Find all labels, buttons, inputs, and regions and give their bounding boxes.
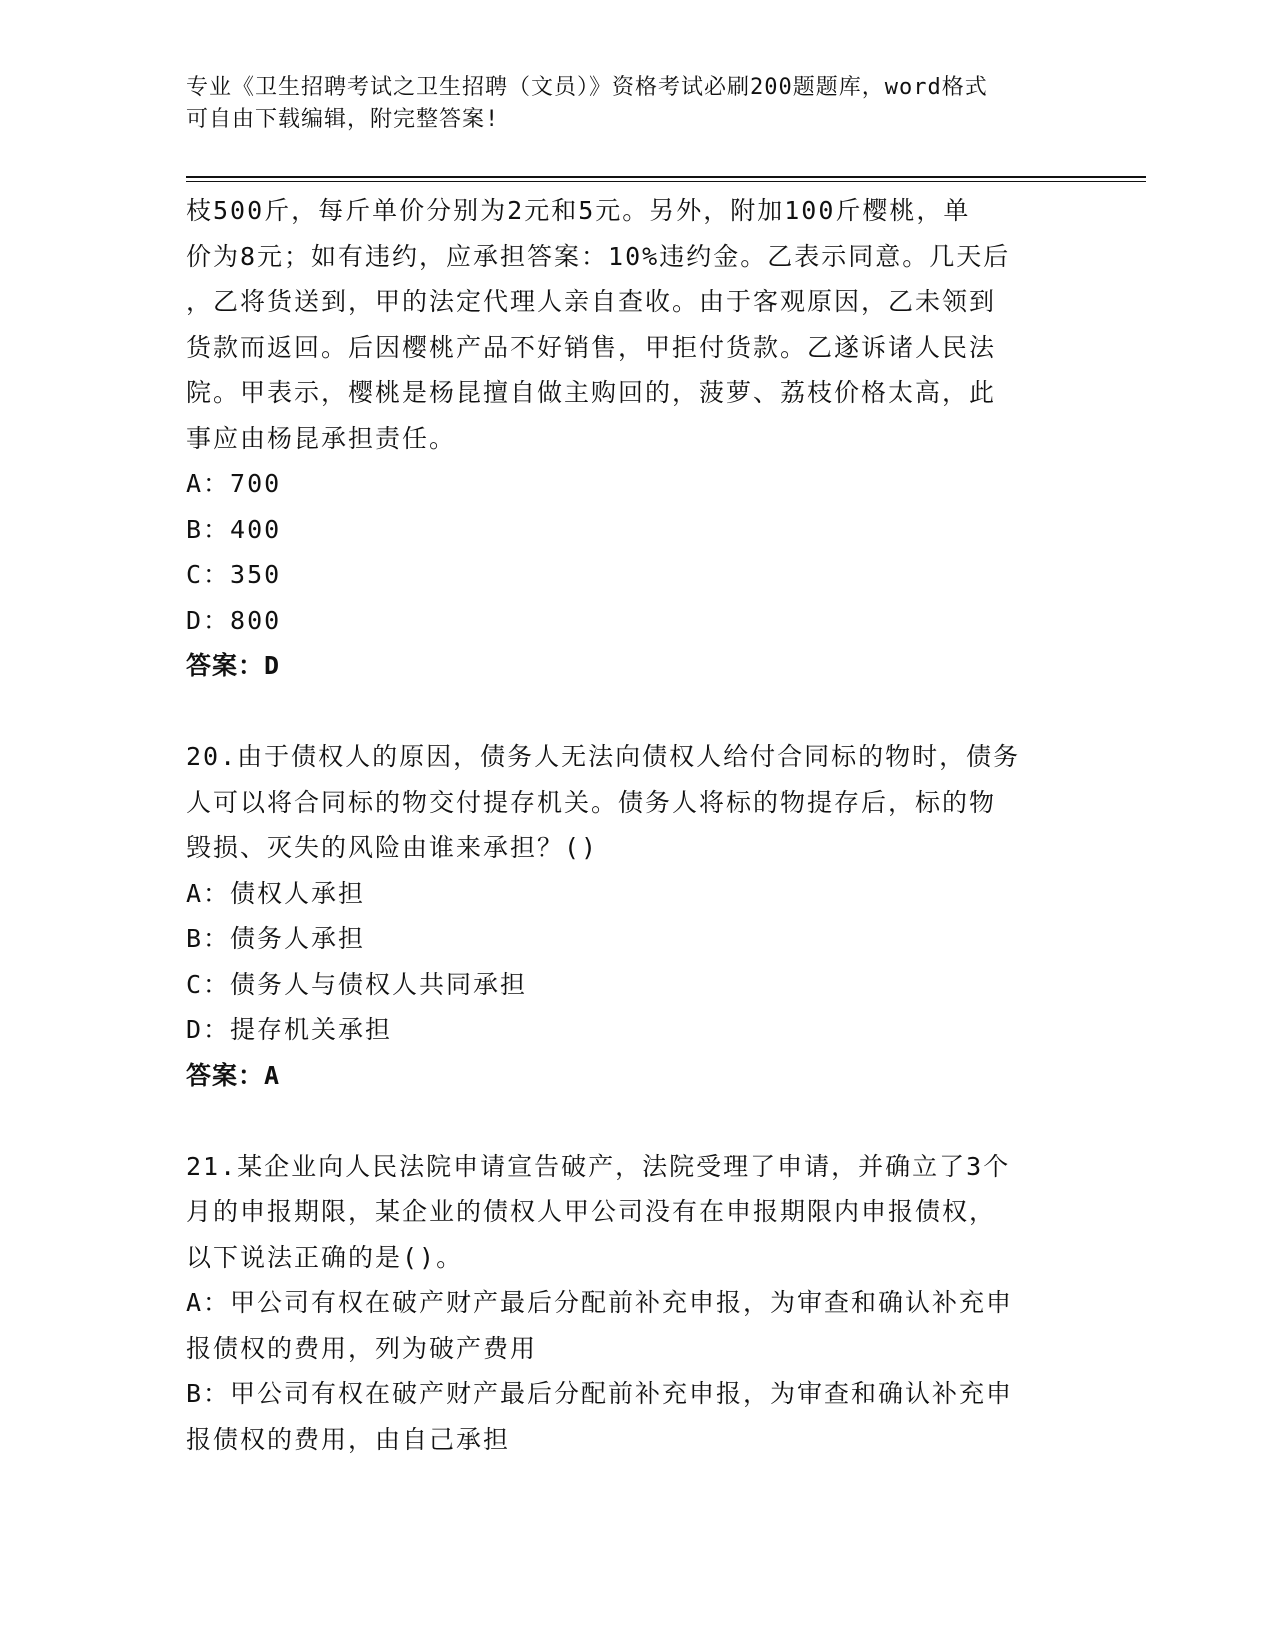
question-content bbox=[186, 188, 1066, 1462]
q19-stem-line: ，乙将货送到，甲的法定代理人亲自查收。由于客观原因，乙未领到 bbox=[186, 287, 997, 316]
q19-option-b: B：400 bbox=[186, 514, 282, 544]
q20-option-d: D：提存机关承担 bbox=[186, 1015, 393, 1044]
q19-option-a: A：700 bbox=[186, 469, 282, 498]
header-line-2: 可自由下载编辑，附完整答案! bbox=[186, 107, 500, 132]
q21-stem-line: 21.某企业向人民法院申请宣告破产，法院受理了申请，并确立了3个 bbox=[186, 1151, 1011, 1181]
q19-stem-line: 院。甲表示，樱桃是杨昆擅自做主购回的，菠萝、荔枝价格太高，此 bbox=[186, 378, 997, 407]
q19-stem-line: 价为8元；如有违约，应承担答案：10%违约金。乙表示同意。几天后 bbox=[186, 241, 1011, 271]
q20-stem-line: 人可以将合同标的物交付提存机关。债务人将标的物提存后，标的物 bbox=[186, 787, 997, 817]
spacer bbox=[186, 689, 1066, 735]
q20-option-c: C：债务人与债权人共同承担 bbox=[186, 969, 528, 999]
header-line-1: 专业《卫生招聘考试之卫生招聘（文员）》资格考试必刷200题题库，word格式 bbox=[186, 75, 988, 100]
q21-option-a-line: A：甲公司有权在破产财产最后分配前补充申报，为审查和确认补充申 bbox=[186, 1288, 1014, 1317]
q20-answer: 答案：A bbox=[186, 1060, 281, 1090]
header-rule-thick bbox=[186, 176, 1146, 178]
q20-option-b: B：债务人承担 bbox=[186, 924, 366, 953]
q21-option-b-line: 报债权的费用，由自己承担 bbox=[186, 1424, 511, 1454]
q19-stem-line: 枝500斤，每斤单价分别为2元和5元。另外，附加100斤樱桃，单 bbox=[186, 196, 971, 225]
q19-option-c: C：350 bbox=[186, 560, 282, 589]
page-header bbox=[186, 72, 1066, 136]
q19-stem-line: 事应由杨昆承担责任。 bbox=[186, 423, 457, 453]
q20-option-a: A：债权人承担 bbox=[186, 878, 366, 908]
q19-option-d: D：800 bbox=[186, 605, 282, 635]
q21-option-b-line: B：甲公司有权在破产财产最后分配前补充申报，为审查和确认补充申 bbox=[186, 1379, 1014, 1408]
q19-answer: 答案：D bbox=[186, 651, 281, 680]
question-19 bbox=[186, 188, 1066, 689]
q20-stem-line: 毁损、灭失的风险由谁来承担？() bbox=[186, 833, 599, 862]
question-20 bbox=[186, 734, 1066, 1098]
q19-stem-line: 货款而返回。后因樱桃产品不好销售，甲拒付货款。乙遂诉诸人民法 bbox=[186, 332, 997, 362]
header-rule-thin bbox=[186, 181, 1146, 182]
spacer bbox=[186, 1098, 1066, 1144]
q21-option-a-line: 报债权的费用，列为破产费用 bbox=[186, 1333, 538, 1363]
q21-stem-line: 以下说法正确的是()。 bbox=[186, 1242, 464, 1272]
question-21 bbox=[186, 1144, 1066, 1463]
q21-stem-line: 月的申报期限，某企业的债权人甲公司没有在申报期限内申报债权， bbox=[186, 1197, 997, 1226]
q20-stem-line: 20.由于债权人的原因，债务人无法向债权人给付合同标的物时，债务 bbox=[186, 742, 1021, 771]
